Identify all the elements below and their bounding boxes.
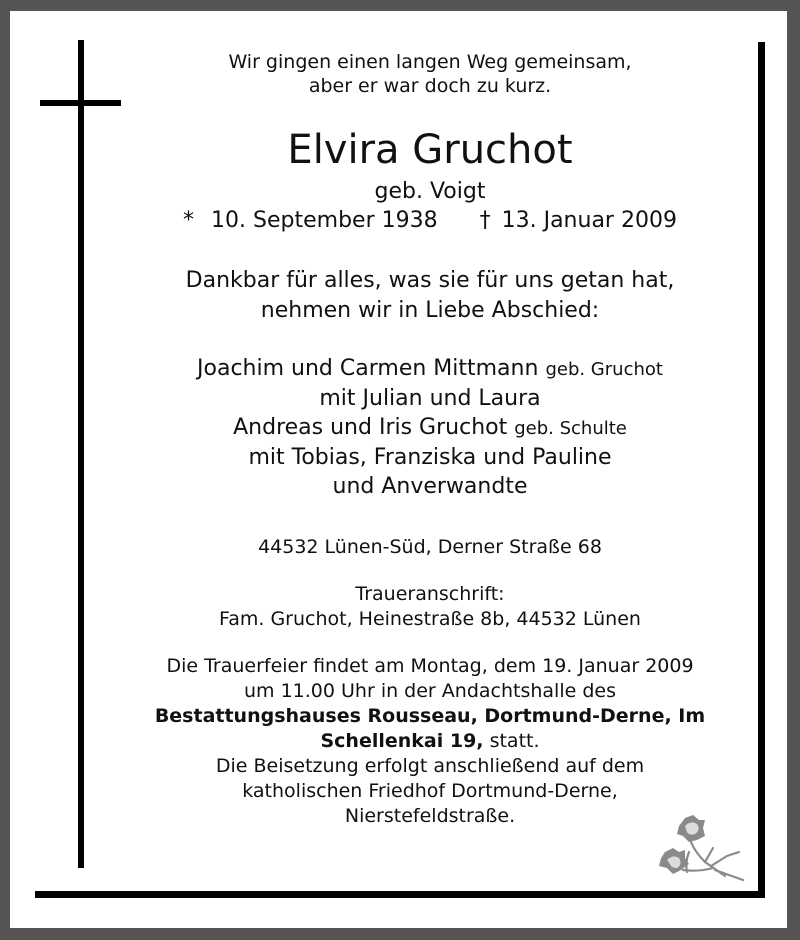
frame-right-bar [758, 42, 765, 898]
residence-address: 44532 Lünen-Süd, Derner Straße 68 [258, 536, 602, 558]
motto-line-2: aber er war doch zu kurz. [308, 75, 552, 97]
family-member: Joachim und Carmen Mittmann geb. Gruchot [197, 356, 663, 381]
maiden-name: geb. Voigt [374, 179, 486, 204]
ceremony-line: Die Beisetzung erfolgt anschließend auf dem [215, 755, 645, 777]
ceremony-line: Die Trauerfeier findet am Montag, dem 19. Januar 2009 [166, 655, 694, 677]
motto [120, 50, 740, 98]
funeral-home-name: Bestattungshauses Rousseau, Dortmund-Derne, Im [154, 705, 706, 727]
motto-line-1: Wir gingen einen langen Weg gemeinsam, [228, 51, 632, 73]
family-list [120, 354, 740, 501]
ceremony-line: um 11.00 Uhr in der Andachtshalle des [244, 680, 616, 702]
thanks-line-1: Dankbar für alles, was sie für uns getan hat, [185, 268, 675, 293]
cross-vertical-beam [78, 40, 84, 868]
deceased-name: Elvira Gruchot [287, 127, 573, 173]
family-member: mit Julian und Laura [319, 386, 541, 411]
funeral-home-address: Schellenkai 19, statt. [320, 730, 540, 752]
ceremony-line: Nierstefeldstraße. [344, 805, 516, 827]
mourning-address [120, 582, 740, 632]
family-member: und Anverwandte [332, 474, 528, 499]
thanks-line-2: nehmen wir in Liebe Abschied: [260, 298, 600, 323]
life-dates [120, 206, 740, 236]
family-member: mit Tobias, Franziska und Pauline [248, 445, 612, 470]
cross-horizontal-beam [40, 100, 121, 106]
obituary-content [120, 50, 740, 829]
roses-icon [655, 812, 755, 887]
death-date: 13. Januar 2009 [501, 208, 677, 233]
thanks-text [120, 266, 740, 326]
mourning-address-value: Fam. Gruchot, Heinestraße 8b, 44532 Lünen [219, 608, 641, 630]
mourning-address-label: Traueranschrift: [355, 583, 505, 605]
birth-date: 10. September 1938 [211, 208, 438, 233]
ceremony-details [120, 654, 740, 829]
frame-bottom-bar [35, 891, 765, 898]
birth-symbol-icon: * [183, 208, 195, 233]
ceremony-line: katholischen Friedhof Dortmund-Derne, [242, 780, 618, 802]
family-member: Andreas und Iris Gruchot geb. Schulte [233, 415, 627, 440]
death-symbol-icon: † [479, 208, 491, 233]
